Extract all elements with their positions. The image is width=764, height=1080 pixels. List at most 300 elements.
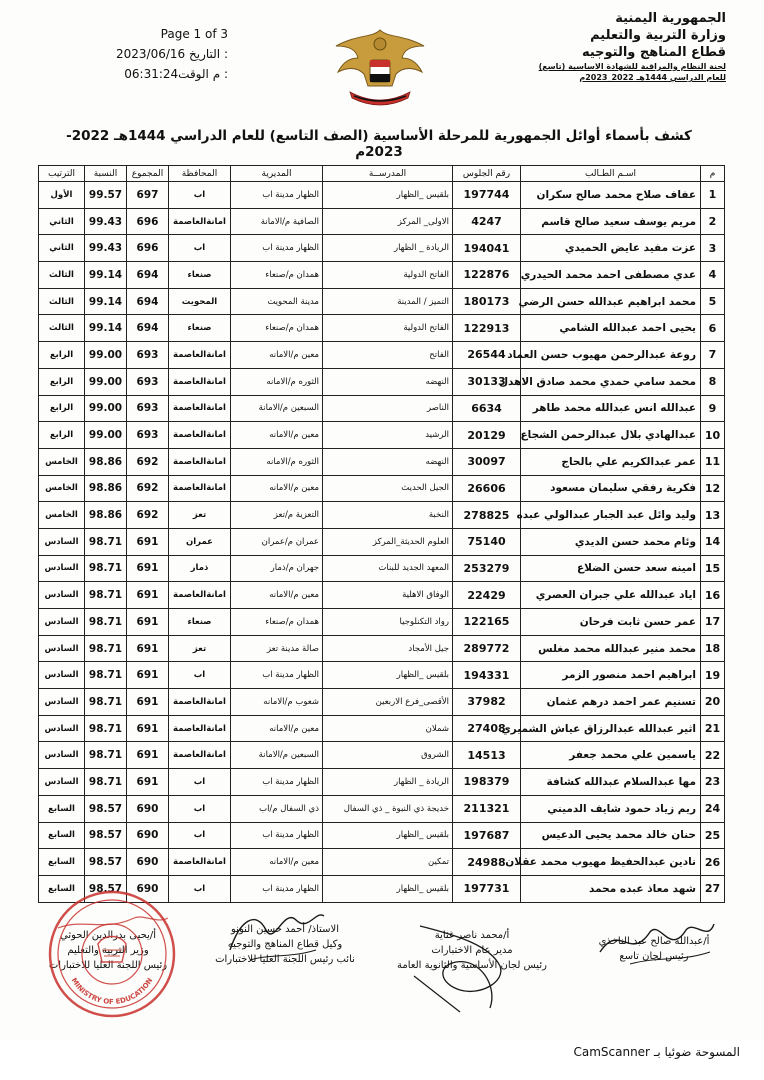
rank-cell: الأول	[39, 182, 85, 209]
time-row	[78, 64, 228, 84]
district-name-cell: معين م/الامانه	[231, 475, 323, 502]
seat-number-cell: 122165	[453, 609, 521, 636]
table-row	[39, 822, 725, 849]
date-label: التاريخ :	[188, 47, 228, 61]
row-number-cell: 15	[701, 555, 725, 582]
total-score-cell: 693	[127, 422, 169, 449]
student-name-cell: اياد عبدالله علي جبران العصري	[521, 582, 701, 609]
header-line-sector: قطاع المناهج والتوجيه	[581, 45, 726, 60]
time-label: الوقت :	[178, 67, 228, 81]
results-table	[38, 165, 725, 903]
document-title: كشف بأسماء أوائل الجمهورية للمرحلة الأساسية (الصف التاسع) للعام الدراسي 1444هـ 2022- 2023م	[66, 128, 692, 160]
percentage-cell: 98.71	[85, 769, 127, 796]
total-score-cell: 691	[127, 742, 169, 769]
row-number-cell: 21	[701, 715, 725, 742]
row-number-cell: 13	[701, 502, 725, 529]
seat-number-cell: 75140	[453, 528, 521, 555]
district-name-cell: معين م/الامانه	[231, 422, 323, 449]
seat-number-cell: 198379	[453, 769, 521, 796]
total-score-cell: 696	[127, 208, 169, 235]
rank-cell: الثالث	[39, 315, 85, 342]
time-value: 06:31:24م	[124, 67, 221, 81]
percentage-cell: 98.71	[85, 582, 127, 609]
district-name-cell: الثوره م/الامانه	[231, 448, 323, 475]
district-name-cell: الظهار مدينة اب	[231, 875, 323, 902]
student-name-cell: عمر عبدالكريم علي بالحاج	[521, 448, 701, 475]
student-name-cell: عزت مفيد عايض الحميدي	[521, 235, 701, 262]
row-number-cell: 22	[701, 742, 725, 769]
rank-cell: الثالث	[39, 262, 85, 289]
total-score-cell: 694	[127, 315, 169, 342]
seat-number-cell: 4247	[453, 208, 521, 235]
district-name-cell: الظهار مدينة اب	[231, 182, 323, 209]
district-name-cell: السبعين م/الامانة	[231, 742, 323, 769]
print-info	[78, 24, 228, 84]
percentage-cell: 98.57	[85, 822, 127, 849]
school-name-cell: تمكين	[323, 849, 453, 876]
stamp-text: MINISTRY OF EDUCATION	[69, 976, 155, 1007]
row-number-cell: 6	[701, 315, 725, 342]
school-name-cell: التميز / المدينة	[323, 288, 453, 315]
rank-cell: الخامس	[39, 475, 85, 502]
percentage-cell: 98.86	[85, 502, 127, 529]
school-name-cell: جيل الأمجاد	[323, 635, 453, 662]
percentage-cell: 99.00	[85, 342, 127, 369]
header-line-ministry: وزارة التربية والتعليم	[590, 28, 726, 43]
table-row	[39, 582, 725, 609]
table-row	[39, 422, 725, 449]
percentage-cell: 98.71	[85, 528, 127, 555]
col-header-pct: النسبة	[85, 166, 127, 182]
student-name-cell: عبدالهادي بلال عبدالرحمن الشجاع	[521, 422, 701, 449]
rank-cell: السابع	[39, 822, 85, 849]
district-name-cell: الظهار مدينة اب	[231, 822, 323, 849]
school-name-cell: الريادة _ الظهار	[323, 769, 453, 796]
table-row	[39, 475, 725, 502]
student-name-cell: محمد سامي حمدي محمد صادق الاهدل	[521, 368, 701, 395]
signatory-1-name: أ/عبدالله صالح عبد الناخذي	[598, 936, 710, 947]
table-row	[39, 262, 725, 289]
governorate-name-cell: اب	[169, 769, 231, 796]
seat-number-cell: 197731	[453, 875, 521, 902]
school-name-cell: الناصر	[323, 395, 453, 422]
district-name-cell: همدان م/صنعاء	[231, 609, 323, 636]
seat-number-cell: 37982	[453, 689, 521, 716]
total-score-cell: 691	[127, 769, 169, 796]
row-number-cell: 4	[701, 262, 725, 289]
row-number-cell: 8	[701, 368, 725, 395]
school-name-cell: رواد التكنلوجيا	[323, 609, 453, 636]
seat-number-cell: 30097	[453, 448, 521, 475]
row-number-cell: 25	[701, 822, 725, 849]
row-number-cell: 17	[701, 609, 725, 636]
student-name-cell: مها عبدالسلام عبدالله كشافة	[521, 769, 701, 796]
governorate-name-cell: اب	[169, 235, 231, 262]
table-row	[39, 448, 725, 475]
seat-number-cell: 26544	[453, 342, 521, 369]
school-name-cell: بلقيس _الظهار	[323, 822, 453, 849]
school-name-cell: بلقيس _الظهار	[323, 662, 453, 689]
student-name-cell: عمر حسن ثابت فرحان	[521, 609, 701, 636]
date-row	[78, 44, 228, 64]
seat-number-cell: 122876	[453, 262, 521, 289]
student-name-cell: يحيى احمد عبدالله الشامي	[521, 315, 701, 342]
governorate-name-cell: عمران	[169, 528, 231, 555]
governorate-name-cell: امانةالعاصمة	[169, 849, 231, 876]
governorate-name-cell: اب	[169, 822, 231, 849]
total-score-cell: 697	[127, 182, 169, 209]
row-number-cell: 1	[701, 182, 725, 209]
rank-cell: السابع	[39, 849, 85, 876]
governorate-name-cell: ذمار	[169, 555, 231, 582]
school-name-cell: بلقيس _الظهار	[323, 182, 453, 209]
school-name-cell: الشروق	[323, 742, 453, 769]
total-score-cell: 691	[127, 582, 169, 609]
total-score-cell: 691	[127, 635, 169, 662]
total-score-cell: 696	[127, 235, 169, 262]
total-score-cell: 694	[127, 262, 169, 289]
col-header-seat: رقم الجلوس	[453, 166, 521, 182]
rank-cell: السادس	[39, 662, 85, 689]
total-score-cell: 694	[127, 288, 169, 315]
signatory-1-role: رئيس لجان تاسع	[619, 951, 689, 962]
header-line-committee: لجنة النظام والمراقبة للشهادة الاساسية (تاسع)	[538, 62, 726, 71]
seat-number-cell: 27408	[453, 715, 521, 742]
percentage-cell: 98.71	[85, 555, 127, 582]
governorate-name-cell: امانةالعاصمة	[169, 422, 231, 449]
school-name-cell: الأقصى_فرع الاربعين	[323, 689, 453, 716]
official-stamp-icon	[44, 888, 180, 1020]
table-row	[39, 182, 725, 209]
table-row	[39, 555, 725, 582]
rank-cell: الرابع	[39, 395, 85, 422]
total-score-cell: 691	[127, 555, 169, 582]
student-name-cell: عبدالله انس عبدالله محمد طاهر	[521, 395, 701, 422]
col-header-district: المديرية	[231, 166, 323, 182]
institution-header	[476, 10, 726, 83]
district-name-cell: عمران م/عمران	[231, 528, 323, 555]
date-value: 2023/06/16	[115, 47, 186, 61]
total-score-cell: 691	[127, 609, 169, 636]
student-name-cell: وئام محمد حسن الديدي	[521, 528, 701, 555]
school-name-cell: بلقيس _الظهار	[323, 875, 453, 902]
governorate-name-cell: امانةالعاصمة	[169, 582, 231, 609]
col-header-rank: الترتيب	[39, 166, 85, 182]
school-name-cell: المعهد الجديد للبنات	[323, 555, 453, 582]
percentage-cell: 98.57	[85, 849, 127, 876]
rank-cell: الخامس	[39, 448, 85, 475]
district-name-cell: مدينة المحويت	[231, 288, 323, 315]
percentage-cell: 99.00	[85, 422, 127, 449]
governorate-name-cell: صنعاء	[169, 262, 231, 289]
percentage-cell: 99.43	[85, 208, 127, 235]
rank-cell: السادس	[39, 635, 85, 662]
table-row	[39, 368, 725, 395]
school-name-cell: العلوم الحديثة_المركز	[323, 528, 453, 555]
school-name-cell: خديجة ذي النبوة _ ذي السفال	[323, 795, 453, 822]
total-score-cell: 692	[127, 475, 169, 502]
rank-cell: السادس	[39, 528, 85, 555]
seat-number-cell: 194041	[453, 235, 521, 262]
seat-number-cell: 197744	[453, 182, 521, 209]
governorate-name-cell: تعز	[169, 635, 231, 662]
district-name-cell: معين م/الامانه	[231, 715, 323, 742]
seat-number-cell: 253279	[453, 555, 521, 582]
student-name-cell: عدي مصطفى احمد محمد الحيدري	[521, 262, 701, 289]
table-row	[39, 528, 725, 555]
governorate-name-cell: امانةالعاصمة	[169, 689, 231, 716]
table-row	[39, 288, 725, 315]
school-name-cell: الريادة _ الظهار	[323, 235, 453, 262]
percentage-cell: 98.71	[85, 662, 127, 689]
governorate-name-cell: اب	[169, 875, 231, 902]
row-number-cell: 20	[701, 689, 725, 716]
table-row	[39, 689, 725, 716]
signatory-3-name: الاستاذ/ أحمد حسين النونو	[231, 924, 339, 935]
total-score-cell: 691	[127, 715, 169, 742]
student-name-cell: ابراهيم احمد منصور الزمر	[521, 662, 701, 689]
seat-number-cell: 194331	[453, 662, 521, 689]
governorate-name-cell: امانةالعاصمة	[169, 395, 231, 422]
row-number-cell: 12	[701, 475, 725, 502]
rank-cell: الرابع	[39, 368, 85, 395]
row-number-cell: 18	[701, 635, 725, 662]
seat-number-cell: 180173	[453, 288, 521, 315]
table-row	[39, 795, 725, 822]
table-header-row	[39, 166, 725, 182]
total-score-cell: 693	[127, 395, 169, 422]
percentage-cell: 99.14	[85, 262, 127, 289]
student-name-cell: شهد معاذ عبده محمد	[521, 875, 701, 902]
seat-number-cell: 30133	[453, 368, 521, 395]
student-name-cell: امينه سعد حسن الضلاع	[521, 555, 701, 582]
table-row	[39, 315, 725, 342]
signatory-4-role-2: رئيس اللجنة العليا للاختبارات	[48, 960, 168, 971]
table-row	[39, 635, 725, 662]
student-name-cell: فكرية رفقي سليمان مسعود	[521, 475, 701, 502]
governorate-name-cell: صنعاء	[169, 609, 231, 636]
governorate-name-cell: المحويت	[169, 288, 231, 315]
percentage-cell: 99.14	[85, 288, 127, 315]
seat-number-cell: 20129	[453, 422, 521, 449]
table-row	[39, 715, 725, 742]
row-number-cell: 3	[701, 235, 725, 262]
percentage-cell: 99.43	[85, 235, 127, 262]
student-name-cell: عفاف صلاح محمد صالح سكران	[521, 182, 701, 209]
school-name-cell: الرشيد	[323, 422, 453, 449]
row-number-cell: 26	[701, 849, 725, 876]
district-name-cell: الثوره م/الامانه	[231, 368, 323, 395]
rank-cell: الرابع	[39, 342, 85, 369]
student-name-cell: روعة عبدالرحمن مهيوب حسن العماد	[521, 342, 701, 369]
row-number-cell: 23	[701, 769, 725, 796]
signatory-4-name: أ/يحيى بدرالدين الحوثي	[60, 930, 156, 941]
page-indicator: Page 1 of 3	[160, 27, 228, 41]
percentage-cell: 99.14	[85, 315, 127, 342]
total-score-cell: 692	[127, 502, 169, 529]
school-name-cell: النهضه	[323, 368, 453, 395]
total-score-cell: 693	[127, 368, 169, 395]
district-name-cell: التعزية م/تعز	[231, 502, 323, 529]
school-name-cell: الفاتح الدولية	[323, 315, 453, 342]
rank-cell: الثاني	[39, 208, 85, 235]
governorate-name-cell: امانةالعاصمة	[169, 208, 231, 235]
student-name-cell: تسنيم عمر احمد درهم عثمان	[521, 689, 701, 716]
governorate-name-cell: تعز	[169, 502, 231, 529]
rank-cell: الخامس	[39, 502, 85, 529]
table-row	[39, 208, 725, 235]
table-row	[39, 342, 725, 369]
governorate-name-cell: اب	[169, 662, 231, 689]
student-name-cell: محمد ابراهيم عبدالله حسن الرضي	[521, 288, 701, 315]
camscanner-watermark: المسوحة ضوئيا بـ CamScanner	[573, 1045, 740, 1059]
total-score-cell: 691	[127, 662, 169, 689]
rank-cell: الرابع	[39, 422, 85, 449]
district-name-cell: معين م/الامانه	[231, 849, 323, 876]
school-name-cell: النهضه	[323, 448, 453, 475]
signatory-2-name: أ/محمد ناصر غثاية	[434, 930, 510, 941]
row-number-cell: 11	[701, 448, 725, 475]
total-score-cell: 690	[127, 875, 169, 902]
percentage-cell: 99.00	[85, 368, 127, 395]
percentage-cell: 99.57	[85, 182, 127, 209]
total-score-cell: 693	[127, 342, 169, 369]
seat-number-cell: 22429	[453, 582, 521, 609]
row-number-cell: 10	[701, 422, 725, 449]
school-name-cell: الفاتح الدولية	[323, 262, 453, 289]
percentage-cell: 98.71	[85, 609, 127, 636]
student-name-cell: وليد وائل عبد الجبار عبدالولي عبده	[521, 502, 701, 529]
row-number-cell: 14	[701, 528, 725, 555]
student-name-cell: اثير عبدالله عبدالرزاق عياش الشميري	[521, 715, 701, 742]
district-name-cell: الظهار مدينة اب	[231, 769, 323, 796]
governorate-name-cell: امانةالعاصمة	[169, 342, 231, 369]
student-name-cell: مريم يوسف سعيد صالح قاسم	[521, 208, 701, 235]
district-name-cell: صالة مدينة تعز	[231, 635, 323, 662]
percentage-cell: 98.71	[85, 715, 127, 742]
school-name-cell: الاولى_ المركز	[323, 208, 453, 235]
total-score-cell: 691	[127, 528, 169, 555]
district-name-cell: ذي السفال م/اب	[231, 795, 323, 822]
rank-cell: الثالث	[39, 288, 85, 315]
seat-number-cell: 211321	[453, 795, 521, 822]
total-score-cell: 690	[127, 795, 169, 822]
table-row	[39, 502, 725, 529]
percentage-cell: 98.71	[85, 742, 127, 769]
seat-number-cell: 14513	[453, 742, 521, 769]
row-number-cell: 27	[701, 875, 725, 902]
governorate-name-cell: امانةالعاصمة	[169, 715, 231, 742]
row-number-cell: 7	[701, 342, 725, 369]
table-row	[39, 849, 725, 876]
signature-block-3	[200, 922, 370, 967]
student-name-cell: ياسمين علي محمد جعفر	[521, 742, 701, 769]
col-header-total: المجموع	[127, 166, 169, 182]
district-name-cell: الظهار مدينة اب	[231, 662, 323, 689]
rank-cell: الثاني	[39, 235, 85, 262]
row-number-cell: 24	[701, 795, 725, 822]
rank-cell: السادس	[39, 742, 85, 769]
total-score-cell: 692	[127, 448, 169, 475]
school-name-cell: شملان	[323, 715, 453, 742]
district-name-cell: السبعين م/الامانة	[231, 395, 323, 422]
rank-cell: السابع	[39, 795, 85, 822]
student-name-cell: ريم زياد حمود شايف الدميني	[521, 795, 701, 822]
district-name-cell: الظهار مدينة اب	[231, 235, 323, 262]
district-name-cell: معين م/الامانه	[231, 342, 323, 369]
seat-number-cell: 122913	[453, 315, 521, 342]
total-score-cell: 690	[127, 849, 169, 876]
col-header-school: المدرســة	[323, 166, 453, 182]
signature-block-2	[372, 928, 572, 973]
eagle-emblem-icon	[328, 24, 432, 110]
seat-number-cell: 26606	[453, 475, 521, 502]
total-score-cell: 691	[127, 689, 169, 716]
header-line-country: الجمهورية اليمنية	[615, 11, 726, 26]
school-name-cell: الجيل الحديث	[323, 475, 453, 502]
col-header-gov: المحافظة	[169, 166, 231, 182]
district-name-cell: الصافية م/الامانة	[231, 208, 323, 235]
percentage-cell: 98.86	[85, 475, 127, 502]
percentage-cell: 98.86	[85, 448, 127, 475]
seat-number-cell: 197687	[453, 822, 521, 849]
governorate-name-cell: امانةالعاصمة	[169, 742, 231, 769]
seat-number-cell: 24988	[453, 849, 521, 876]
district-name-cell: همدان م/صنعاء	[231, 315, 323, 342]
signature-block-1	[584, 934, 724, 964]
student-name-cell: حنان خالد محمد يحيى الدعيس	[521, 822, 701, 849]
rank-cell: السابع	[39, 875, 85, 902]
header-line-year: للعام الدراسي 1444هـ 2022_2023م	[579, 73, 726, 82]
percentage-cell: 98.57	[85, 795, 127, 822]
school-name-cell: النخبة	[323, 502, 453, 529]
governorate-name-cell: اب	[169, 795, 231, 822]
rank-cell: السادس	[39, 689, 85, 716]
total-score-cell: 690	[127, 822, 169, 849]
table-row	[39, 662, 725, 689]
seat-number-cell: 278825	[453, 502, 521, 529]
table-row	[39, 769, 725, 796]
table-row	[39, 742, 725, 769]
table-row	[39, 395, 725, 422]
district-name-cell: شعوب م/الامانه	[231, 689, 323, 716]
seat-number-cell: 6634	[453, 395, 521, 422]
signatory-4-role-1: وزير التربية والتعليم	[67, 945, 149, 956]
school-name-cell: الوفاق الاهلية	[323, 582, 453, 609]
percentage-cell: 99.00	[85, 395, 127, 422]
governorate-name-cell: امانةالعاصمة	[169, 448, 231, 475]
row-number-cell: 19	[701, 662, 725, 689]
percentage-cell: 98.71	[85, 635, 127, 662]
signatory-2-role-2: رئيس لجان الأساسية والثانوية العامة	[397, 960, 547, 971]
signatory-2-role-1: مدير عام الاختبارات	[431, 945, 513, 956]
table-row	[39, 609, 725, 636]
row-number-cell: 9	[701, 395, 725, 422]
row-number-cell: 16	[701, 582, 725, 609]
row-number-cell: 5	[701, 288, 725, 315]
percentage-cell: 98.71	[85, 689, 127, 716]
signatory-3-role-2: نائب رئيس اللجنة العليا للاختبارات	[215, 954, 355, 965]
rank-cell: السادس	[39, 609, 85, 636]
table-row	[39, 235, 725, 262]
percentage-cell: 98.57	[85, 875, 127, 902]
district-name-cell: معين م/الامانه	[231, 582, 323, 609]
col-header-name: اسـم الطـالب	[521, 166, 701, 182]
signatory-3-role-1: وكيل قطاع المناهج والتوجيه	[227, 939, 343, 950]
governorate-name-cell: امانةالعاصمة	[169, 475, 231, 502]
rank-cell: السادس	[39, 555, 85, 582]
school-name-cell: الفاتح	[323, 342, 453, 369]
